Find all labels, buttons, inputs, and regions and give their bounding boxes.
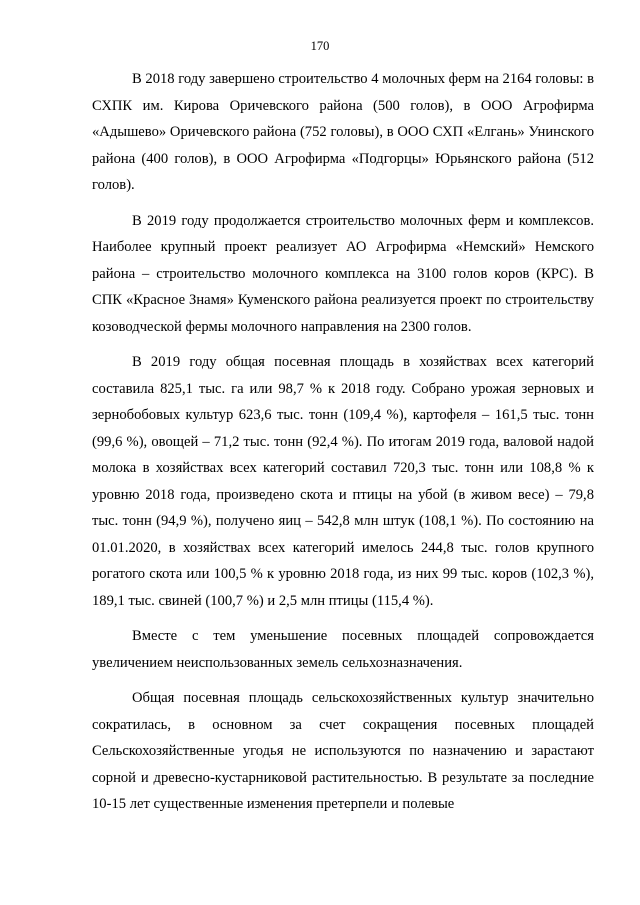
paragraph-unused-land: Вместе с тем уменьшение посевных площадей сопровождается увеличением неиспользованных земель сельхозназначения. xyxy=(92,628,594,671)
document-body xyxy=(92,66,594,827)
page-number: 170 xyxy=(310,39,330,53)
paragraph-dairy-farms-2018: В 2018 году завершено строительство 4 молочных ферм на 2164 головы: в СХПК им. Кирова Оричевского района (500 голов), в ООО Агрофирма «Адышево» Оричевского района (752 головы), в ООО СХП «Елгань» Унинского района (400 голов), в ООО Агрофирма «Подгорцы» Юрьянского района (512 голов). xyxy=(92,71,594,193)
paragraph-agriculture-stats-2019: В 2019 году общая посевная площадь в хозяйствах всех категорий составила 825,1 тыс. га или 98,7 % к 2018 году. Собрано урожая зерновых и зернобобовых культур 623,6 тыс. тонн (109,4 %), картофеля – 161,5 тыс. тонн (99,6 %), овощей – 71,2 тыс. тонн (92,4 %). По итогам 2019 года, валовой надой молока в хозяйствах всех категорий составил 720,3 тыс. тонн или 108,8 % к уровню 2018 года, произведено скота и птицы на убой (в живом весе) – 79,8 тыс. тонн (94,9 %), получено яиц – 542,8 млн штук (108,1 %). По состоянию на 01.01.2020, в хозяйствах всех категорий имелось 244,8 тыс. голов крупного рогатого скота или 100,5 % к уровню 2018 года, из них 99 тыс. коров (102,3 %), 189,1 тыс. свиней (100,7 %) и 2,5 млн птицы (115,4 %). xyxy=(92,354,594,609)
paragraph-dairy-farms-2019: В 2019 году продолжается строительство молочных ферм и комплексов. Наиболее крупный проект реализует АО Агрофирма «Немский» Немского района – строительство молочного комплекса на 3100 голов коров (КРС). В СПК «Красное Знамя» Куменского района реализуется проект по строительству козоводческой фермы молочного направления на 2300 голов. xyxy=(92,212,594,335)
paragraph-sown-area-decline: Общая посевная площадь сельскохозяйственных культур значительно сократилась, в основном за счет сокращения посевных площадей Сельскохозяйственные угодья не используются по назначению и зарастают сорной и древесно-кустарниковой растительностью. В результате за последние 10-15 лет существенные изменения претерпели и полевые xyxy=(92,690,594,812)
